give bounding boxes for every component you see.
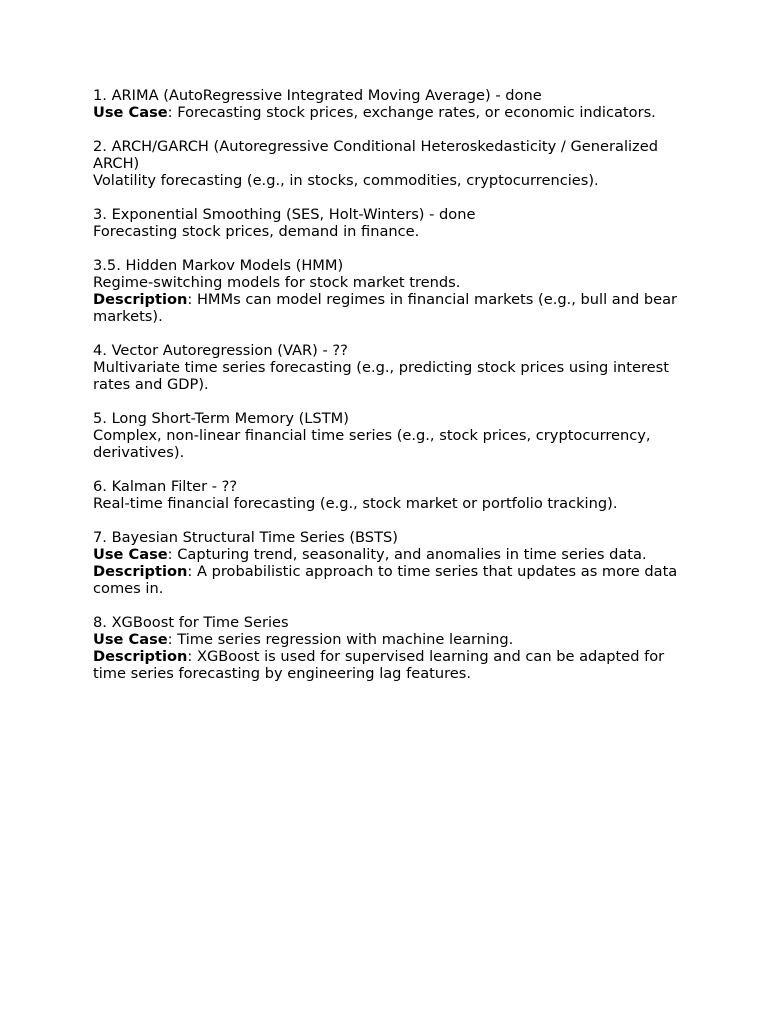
line-text: Real-time financial forecasting (e.g., stock market or portfolio tracking). — [93, 495, 618, 512]
section-line — [93, 495, 693, 512]
section-xgboost — [93, 614, 693, 682]
section-line — [93, 359, 693, 393]
section-exponential-smoothing — [93, 206, 693, 240]
line-term: Description — [93, 291, 188, 308]
document-body — [93, 87, 693, 699]
section-line — [93, 104, 693, 121]
section-var — [93, 342, 693, 393]
line-text: : HMMs can model regimes in financial markets (e.g., bull and bear markets). — [93, 291, 678, 325]
section-line — [93, 631, 693, 648]
section-arima — [93, 87, 693, 121]
section-line — [93, 274, 693, 291]
section-lstm — [93, 410, 693, 461]
line-text: : Capturing trend, seasonality, and anomalies in time series data. — [167, 546, 647, 563]
line-text: Forecasting stock prices, demand in finance. — [93, 223, 420, 240]
section-hmm — [93, 257, 693, 325]
section-heading: 1. ARIMA (AutoRegressive Integrated Moving Average) - done — [93, 87, 542, 104]
line-text: Multivariate time series forecasting (e.g., predicting stock prices using interest rates and GDP). — [93, 359, 669, 393]
line-text: : Forecasting stock prices, exchange rates, or economic indicators. — [167, 104, 656, 121]
section-heading: 2. ARCH/GARCH (Autoregressive Conditional Heteroskedasticity / Generalized ARCH) — [93, 138, 658, 172]
section-line — [93, 223, 693, 240]
section-bsts — [93, 529, 693, 597]
section-line — [93, 563, 693, 597]
line-text: Regime-switching models for stock market trends. — [93, 274, 461, 291]
line-term: Description — [93, 563, 188, 580]
section-heading: 5. Long Short-Term Memory (LSTM) — [93, 410, 349, 427]
section-line — [93, 427, 693, 461]
line-term: Description — [93, 648, 188, 665]
line-term: Use Case — [93, 546, 168, 563]
section-line — [93, 291, 693, 325]
section-line — [93, 172, 693, 189]
section-line — [93, 546, 693, 563]
line-term: Use Case — [93, 631, 168, 648]
line-text: Complex, non-linear financial time series (e.g., stock prices, cryptocurrency, derivatives). — [93, 427, 651, 461]
section-heading: 3.5. Hidden Markov Models (HMM) — [93, 257, 344, 274]
line-text: : Time series regression with machine learning. — [167, 631, 514, 648]
section-heading: 6. Kalman Filter - ?? — [93, 478, 238, 495]
line-text: : XGBoost is used for supervised learning and can be adapted for time series forecasting by engineering lag features. — [93, 648, 665, 682]
section-heading: 7. Bayesian Structural Time Series (BSTS) — [93, 529, 398, 546]
line-text: : A probabilistic approach to time series that updates as more data comes in. — [93, 563, 678, 597]
section-heading: 3. Exponential Smoothing (SES, Holt-Winters) - done — [93, 206, 476, 223]
section-heading: 8. XGBoost for Time Series — [93, 614, 289, 631]
section-heading: 4. Vector Autoregression (VAR) - ?? — [93, 342, 348, 359]
section-kalman — [93, 478, 693, 512]
section-line — [93, 648, 693, 682]
line-term: Use Case — [93, 104, 168, 121]
section-arch-garch — [93, 138, 693, 189]
line-text: Volatility forecasting (e.g., in stocks, commodities, cryptocurrencies). — [93, 172, 599, 189]
